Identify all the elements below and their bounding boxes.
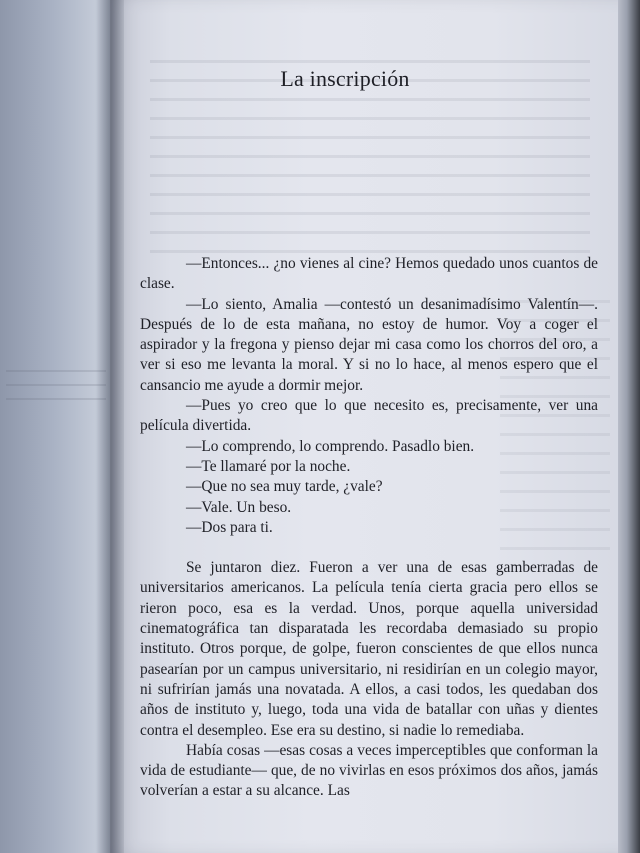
dialogue-line: —Entonces... ¿no vienes al cine? Hemos quedado unos cuantos de clase.: [140, 255, 598, 293]
dialogue-line: —Dos para ti.: [186, 518, 273, 536]
narrative-paragraph: Había cosas —esas cosas a veces imperceptibles que conforman la vida de estudiante— que, de no vivirlas en esos próximos dos años, jamás volverían a estar a su alcance. Las: [140, 741, 598, 800]
chapter-title: La inscripción: [280, 66, 410, 91]
dialogue-line: —Pues yo creo que lo que necesito es, precisamente, ver una película divertida.: [140, 397, 598, 435]
dialogue-line: —Que no sea muy tarde, ¿vale?: [186, 478, 383, 496]
dialogue-line: —Te llamaré por la noche.: [186, 457, 351, 475]
narrative-paragraph: Se juntaron diez. Fueron a ver una de esas gamberradas de universitarios americanos. La película tenía cierta gracia pero ellos se rieron poco, esa es la verdad. Unos, porque aquella universidad cinematográfica tan disparatada les recordaba demasiado su propio instituto. Otros porque, de golpe, fueron conscientes de que ellos nunca pasearían por un campus universitario, ni residirían en un colegio mayor, ni sufrirían jamás una novatada. A ellos, a casi todos, les quedaban dos años de instituto y, luego, toda una vida de batallar con uñas y dientes contra el desempleo. Ese era su destino, si nadie lo remediaba.: [140, 559, 598, 739]
dialogue-line: —Lo siento, Amalia —contestó un desanimadísimo Valentín—. Después de lo de esta mañana, no estoy de humor. Voy a coger el aspirador y la fregona y pienso dejar mi casa como los chorros del oro, a ver si eso me levanta la moral. Y si no lo hace, al menos espero que el cansancio me ayude a dormir mejor.: [140, 295, 598, 394]
dialogue-line: —Vale. Un beso.: [186, 498, 292, 516]
dialogue-line: —Lo comprendo, lo comprendo. Pasadlo bien.: [186, 437, 475, 455]
chapter-body: [140, 254, 598, 802]
left-page-bleed-through: [6, 370, 106, 410]
book-gutter: [96, 0, 124, 853]
page-edge: [618, 0, 640, 853]
